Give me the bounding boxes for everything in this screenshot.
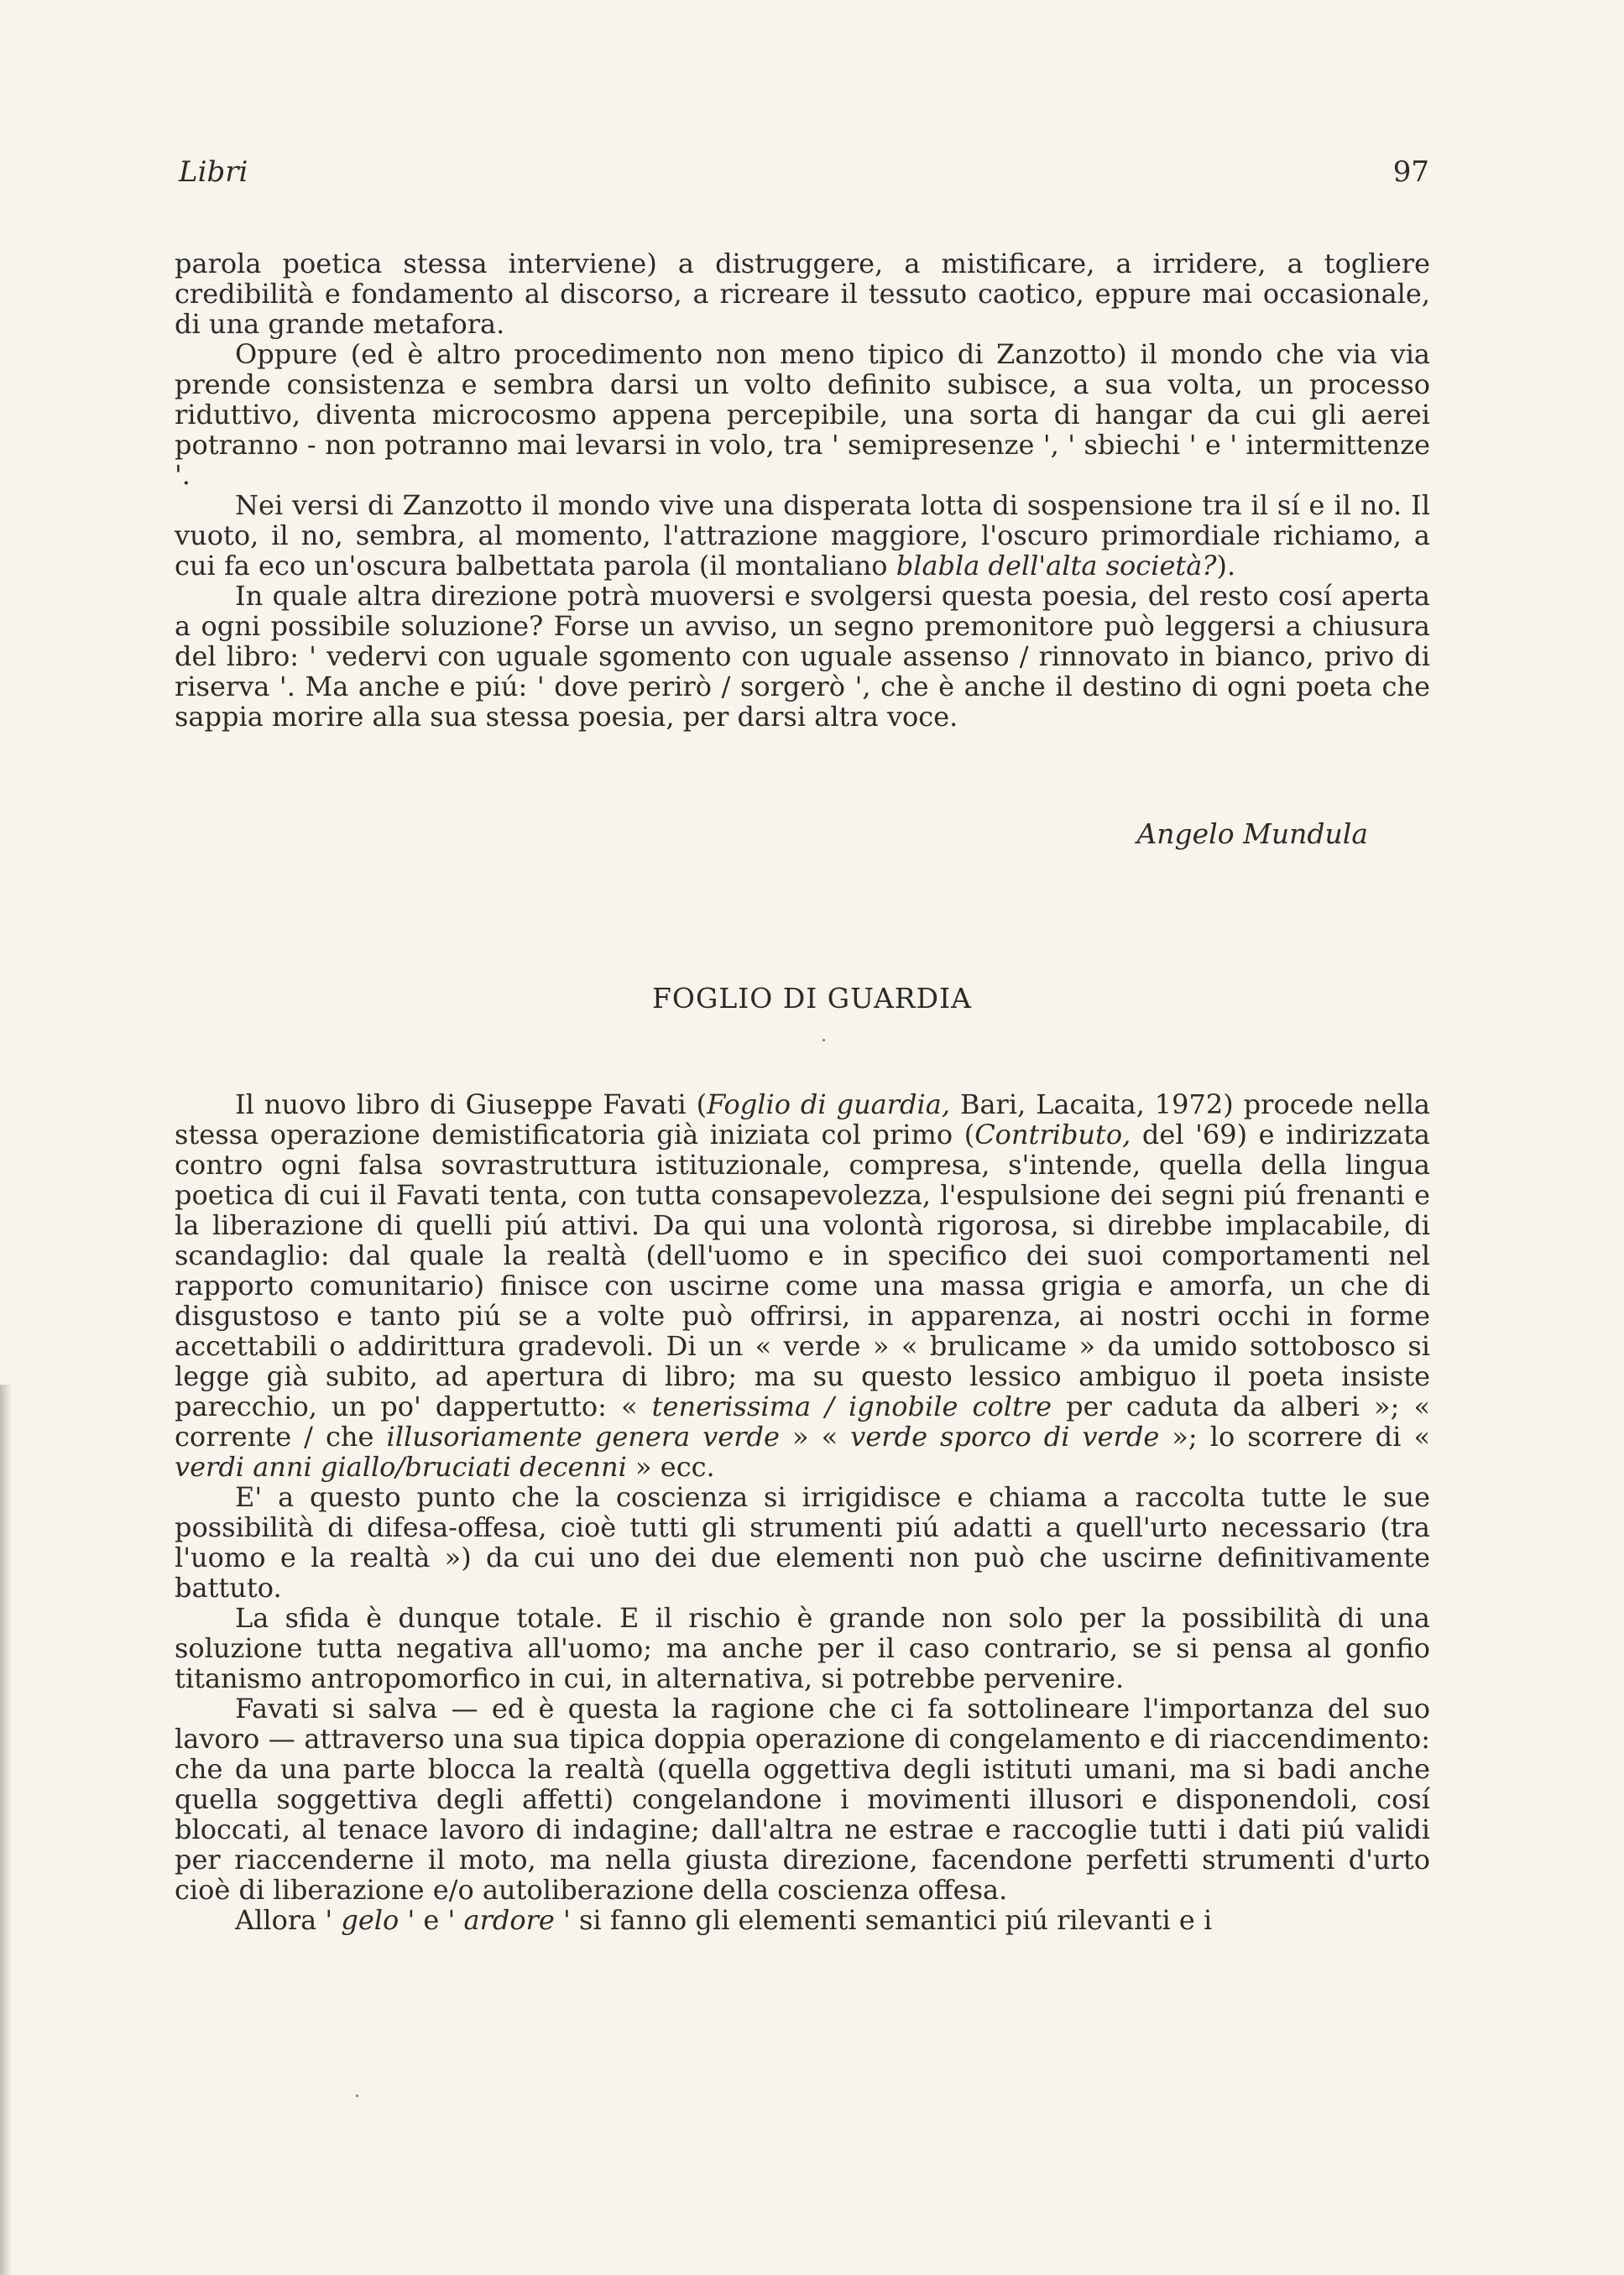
page-edge-shadow xyxy=(0,1385,12,2275)
paragraph-text: Bari, Lacaita, 1972) procede nella stessa operazione demistificatoria già iniziata col primo ( xyxy=(175,1088,1431,1151)
italic-quote: verdi anni giallo/bruciati decenni xyxy=(175,1451,627,1483)
paragraph xyxy=(175,1905,1430,1935)
paragraph: E' a questo punto che la coscienza si irrigidisce e chiama a raccolta tutte le sue possibilità di difesa-offesa, cioè tutti gli strumenti piú adatti a quell'urto necessario (tra l'uomo e la realtà ») da cui uno dei due elementi non può che uscirne definitivamente battuto. xyxy=(175,1481,1430,1604)
paragraph-text: »; lo scorrere di « xyxy=(1159,1421,1431,1453)
running-title: Libri xyxy=(179,155,248,189)
paragraph xyxy=(175,490,1430,581)
scan-speck xyxy=(822,1039,825,1041)
paragraph-text: del '69) e indirizzata contro ogni falsa sovrastruttura istituzionale, compresa, s'intende, quella della lingua poetica di cui il Favati tenta, con tutta consapevolezza, l'espulsione dei segni piú frenanti e la liberazione di quelli piú attivi. Da qui una volontà rigorosa, si direbbe implacabile, di scandaglio: dal quale la realtà (dell'uomo e in specifico dei suoi comportamenti nel rapporto comunitario) finisce con uscirne come una massa grigia e amorfa, un che di disgustoso e tanto piú se a volte può offrirsi, in apparenza, ai nostri occhi in forme accettabili o addirittura gradevoli. Di un « verde » « brulicame » da umido sottobosco si legge già subito, ad apertura di libro; ma su questo lessico ambiguo il poeta insiste parecchio, un po' dappertutto: « xyxy=(175,1119,1431,1422)
paragraph-text: Il nuovo libro di Giuseppe Favati ( xyxy=(235,1088,708,1120)
review-author: Angelo Mundula xyxy=(1136,817,1368,850)
paragraph-text: ). xyxy=(1216,550,1236,582)
paragraph-text: » « xyxy=(779,1421,851,1453)
paragraph: In quale altra direzione potrà muoversi e svolgersi questa poesia, del resto cosí aperta a ogni possibile soluzione? Forse un avviso, un segno premonitore può leggersi a chiusura del libro: ' vedervi con uguale sgomento con uguale assenso / rinnovato in bianco, privo di riserva '. Ma anche e piú: ' dove perirò / sorgerò ', che è anche il destino di ogni poeta che sappia morire alla sua stessa poesia, per darsi altra voce. xyxy=(175,580,1430,733)
review-body-continued xyxy=(175,248,1430,732)
paragraph-text: per caduta da alberi »; « corrente / che xyxy=(175,1391,1431,1453)
paragraph: La sfida è dunque totale. E il rischio è grande non solo per la possibilità di una soluzione tutta negativa all'uomo; ma anche per il caso contrario, se si pensa al gonfio titanismo antropomorfico in cui, in alternativa, si potrebbe pervenire. xyxy=(175,1602,1430,1694)
italic-quote: verde sporco di verde xyxy=(850,1421,1160,1453)
italic-quote: ' ardore ' xyxy=(447,1904,571,1936)
section-heading: FOGLIO DI GUARDIA xyxy=(652,982,972,1015)
italic-quote: blabla dell'alta società? xyxy=(896,550,1217,582)
running-header xyxy=(179,155,1429,192)
paragraph-text: Allora xyxy=(235,1904,326,1936)
book-title: Foglio di guardia, xyxy=(707,1088,951,1120)
page-number: 97 xyxy=(1392,155,1429,189)
paragraph: Favati si salva — ed è questa la ragione che ci fa sottolineare l'importanza del suo lavoro — attraverso una sua tipica doppia operazione di congelamento e di riaccendimento: che da una parte blocca la realtà (quella oggettiva degli istituti umani, ma si badi anche quella soggettiva degli affetti) congelandone i movimenti illusori e disponendoli, cosí bloccati, al tenace lavoro di indagine; dall'altra ne estrae e raccoglie tutti i dati piú validi per riaccenderne il moto, ma nella giusta direzione, facendone perfetti strumenti d'urto cioè di liberazione e/o autoliberazione della coscienza offesa. xyxy=(175,1693,1430,1906)
paragraph: Oppure (ed è altro procedimento non meno tipico di Zanzotto) il mondo che via via prende consistenza e sembra darsi un volto definito subisce, a sua volta, un processo riduttivo, diventa microcosmo appena percepibile, una sorta di hangar da cui gli aerei potranno - non potranno mai levarsi in volo, tra ' semipresenze ', ' sbiechi ' e ' intermittenze '. xyxy=(175,338,1430,491)
italic-quote: ' gelo ' xyxy=(325,1904,415,1936)
paragraph-text: e xyxy=(415,1904,448,1936)
scan-speck xyxy=(356,2095,358,2097)
paragraph-text: Nei versi di Zanzotto il mondo vive una disperata lotta di sospensione tra il sí e il no. Il vuoto, il no, sembra, al momento, l'attrazione maggiore, l'oscuro primordiale richiamo, a cui fa eco un'oscura balbettata parola (il montaliano xyxy=(175,489,1430,582)
paragraph-text: » ecc. xyxy=(626,1451,715,1483)
book-title: Contributo, xyxy=(974,1119,1131,1151)
paragraph-text: si fanno gli elementi semantici piú rilevanti e i xyxy=(570,1904,1213,1936)
paragraph xyxy=(175,1089,1430,1482)
review-body xyxy=(175,1089,1430,1935)
paragraph: parola poetica stessa interviene) a distruggere, a mistificare, a irridere, a togliere credibilità e fondamento al discorso, a ricreare il tessuto caotico, eppure mai occasionale, di una grande metafora. xyxy=(175,248,1430,340)
italic-quote: illusoriamente genera verde xyxy=(386,1421,780,1453)
italic-quote: tenerissima / ignobile coltre xyxy=(651,1391,1052,1422)
